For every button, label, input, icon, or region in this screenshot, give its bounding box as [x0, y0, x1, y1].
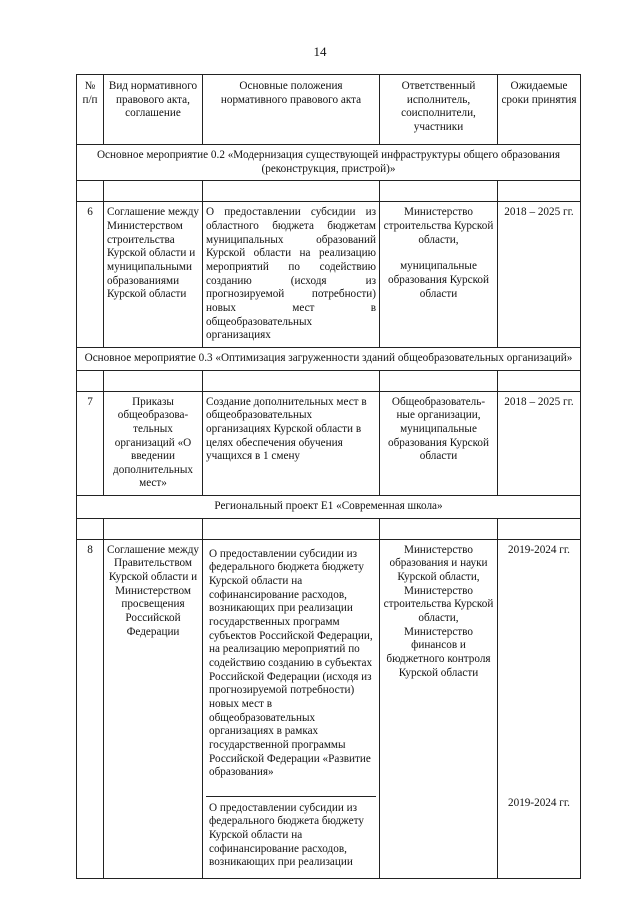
- act-kind: Соглашение между Правительством Курской области и Министерством просвещения Российской Федерации: [104, 539, 203, 878]
- page-number: 14: [313, 44, 327, 59]
- header-executor: Ответственный исполнитель, соисполнители, участники: [380, 75, 498, 145]
- act-provisions: О предоставлении субсидии из областного бюджета бюджетам муниципальных образований Курской области на реализацию мероприятий по содействию созданию (исходя из прогнозируемой потребности) новых мест в общеобразовательных организациях: [203, 202, 380, 348]
- section-row: [77, 347, 581, 370]
- row-num: 6: [77, 202, 104, 348]
- act-kind: Соглашение между Министерством строительства Курской области и муниципальными образованиями Курской области: [104, 202, 203, 348]
- header-num: № п/п: [77, 75, 104, 145]
- act-provisions: [203, 539, 380, 878]
- spacer-row: [77, 518, 581, 539]
- table-row: [77, 202, 581, 348]
- row-num: 8: [77, 539, 104, 878]
- table-row: [77, 391, 581, 496]
- term-item: 2019-2024 гг.: [508, 796, 570, 809]
- act-terms: [498, 539, 581, 878]
- section-title-0-3: Основное мероприятие 0.3 «Оптимизация загруженности зданий общеобразовательных организаций»: [77, 347, 581, 370]
- provision-item: О предоставлении субсидии из федерального бюджета бюджету Курской области на софинансирование расходов, возникающих при реализации: [209, 801, 364, 869]
- header-kind: Вид нормативного правового акта, соглашение: [104, 75, 203, 145]
- section-row: [77, 145, 581, 181]
- header-terms: Ожидаемые сроки принятия: [498, 75, 581, 145]
- header-row: [77, 75, 581, 145]
- executor-line: Министерство строительства Курской области,: [383, 206, 494, 246]
- section-title-0-2: Основное мероприятие 0.2 «Модернизация существующей инфраструктуры общего образования (реконструкция, пристрой)»: [77, 145, 581, 181]
- provision-item: О предоставлении субсидии из федерального бюджета бюджету Курской области на софинансирование расходов, возникающих при реализации государственных программ субъектов Российской Федерации, на реализацию мероприятий по содействию созданию в субъектах Российской Федерации (исходя из прогнозируемой потребности) новых мест в общеобразовательных организациях в рамках государственной программы Российской Федерации «Развитие образования»: [206, 544, 376, 797]
- act-kind: Приказы общеобразова-тельных организаций «О введении дополнительных мест»: [104, 391, 203, 496]
- act-executor: [380, 202, 498, 348]
- table-row: [77, 539, 581, 878]
- legal-acts-table: [76, 74, 581, 879]
- row-num: 7: [77, 391, 104, 496]
- section-title-e1: Региональный проект Е1 «Современная школа»: [77, 496, 581, 519]
- section-row: [77, 496, 581, 519]
- act-provisions: Создание дополнительных мест в общеобразовательных организациях Курской области в целях обеспечения обучения учащихся в 1 смену: [203, 391, 380, 496]
- executor-line: муниципальные образования Курской области: [387, 260, 490, 300]
- act-executor: Министерство образования и науки Курской области, Министерство строительства Курской области, Министерство финансов и бюджетного контроля Курской области: [380, 539, 498, 878]
- header-provisions: Основные положения нормативного правового акта: [203, 75, 380, 145]
- act-terms: 2018 – 2025 гг.: [498, 202, 581, 348]
- act-executor: Общеобразователь-ные организации, муниципальные образования Курской области: [380, 391, 498, 496]
- spacer-row: [77, 181, 581, 202]
- term-item: 2019-2024 гг.: [508, 543, 570, 556]
- spacer-row: [77, 370, 581, 391]
- act-terms: 2018 – 2025 гг.: [498, 391, 581, 496]
